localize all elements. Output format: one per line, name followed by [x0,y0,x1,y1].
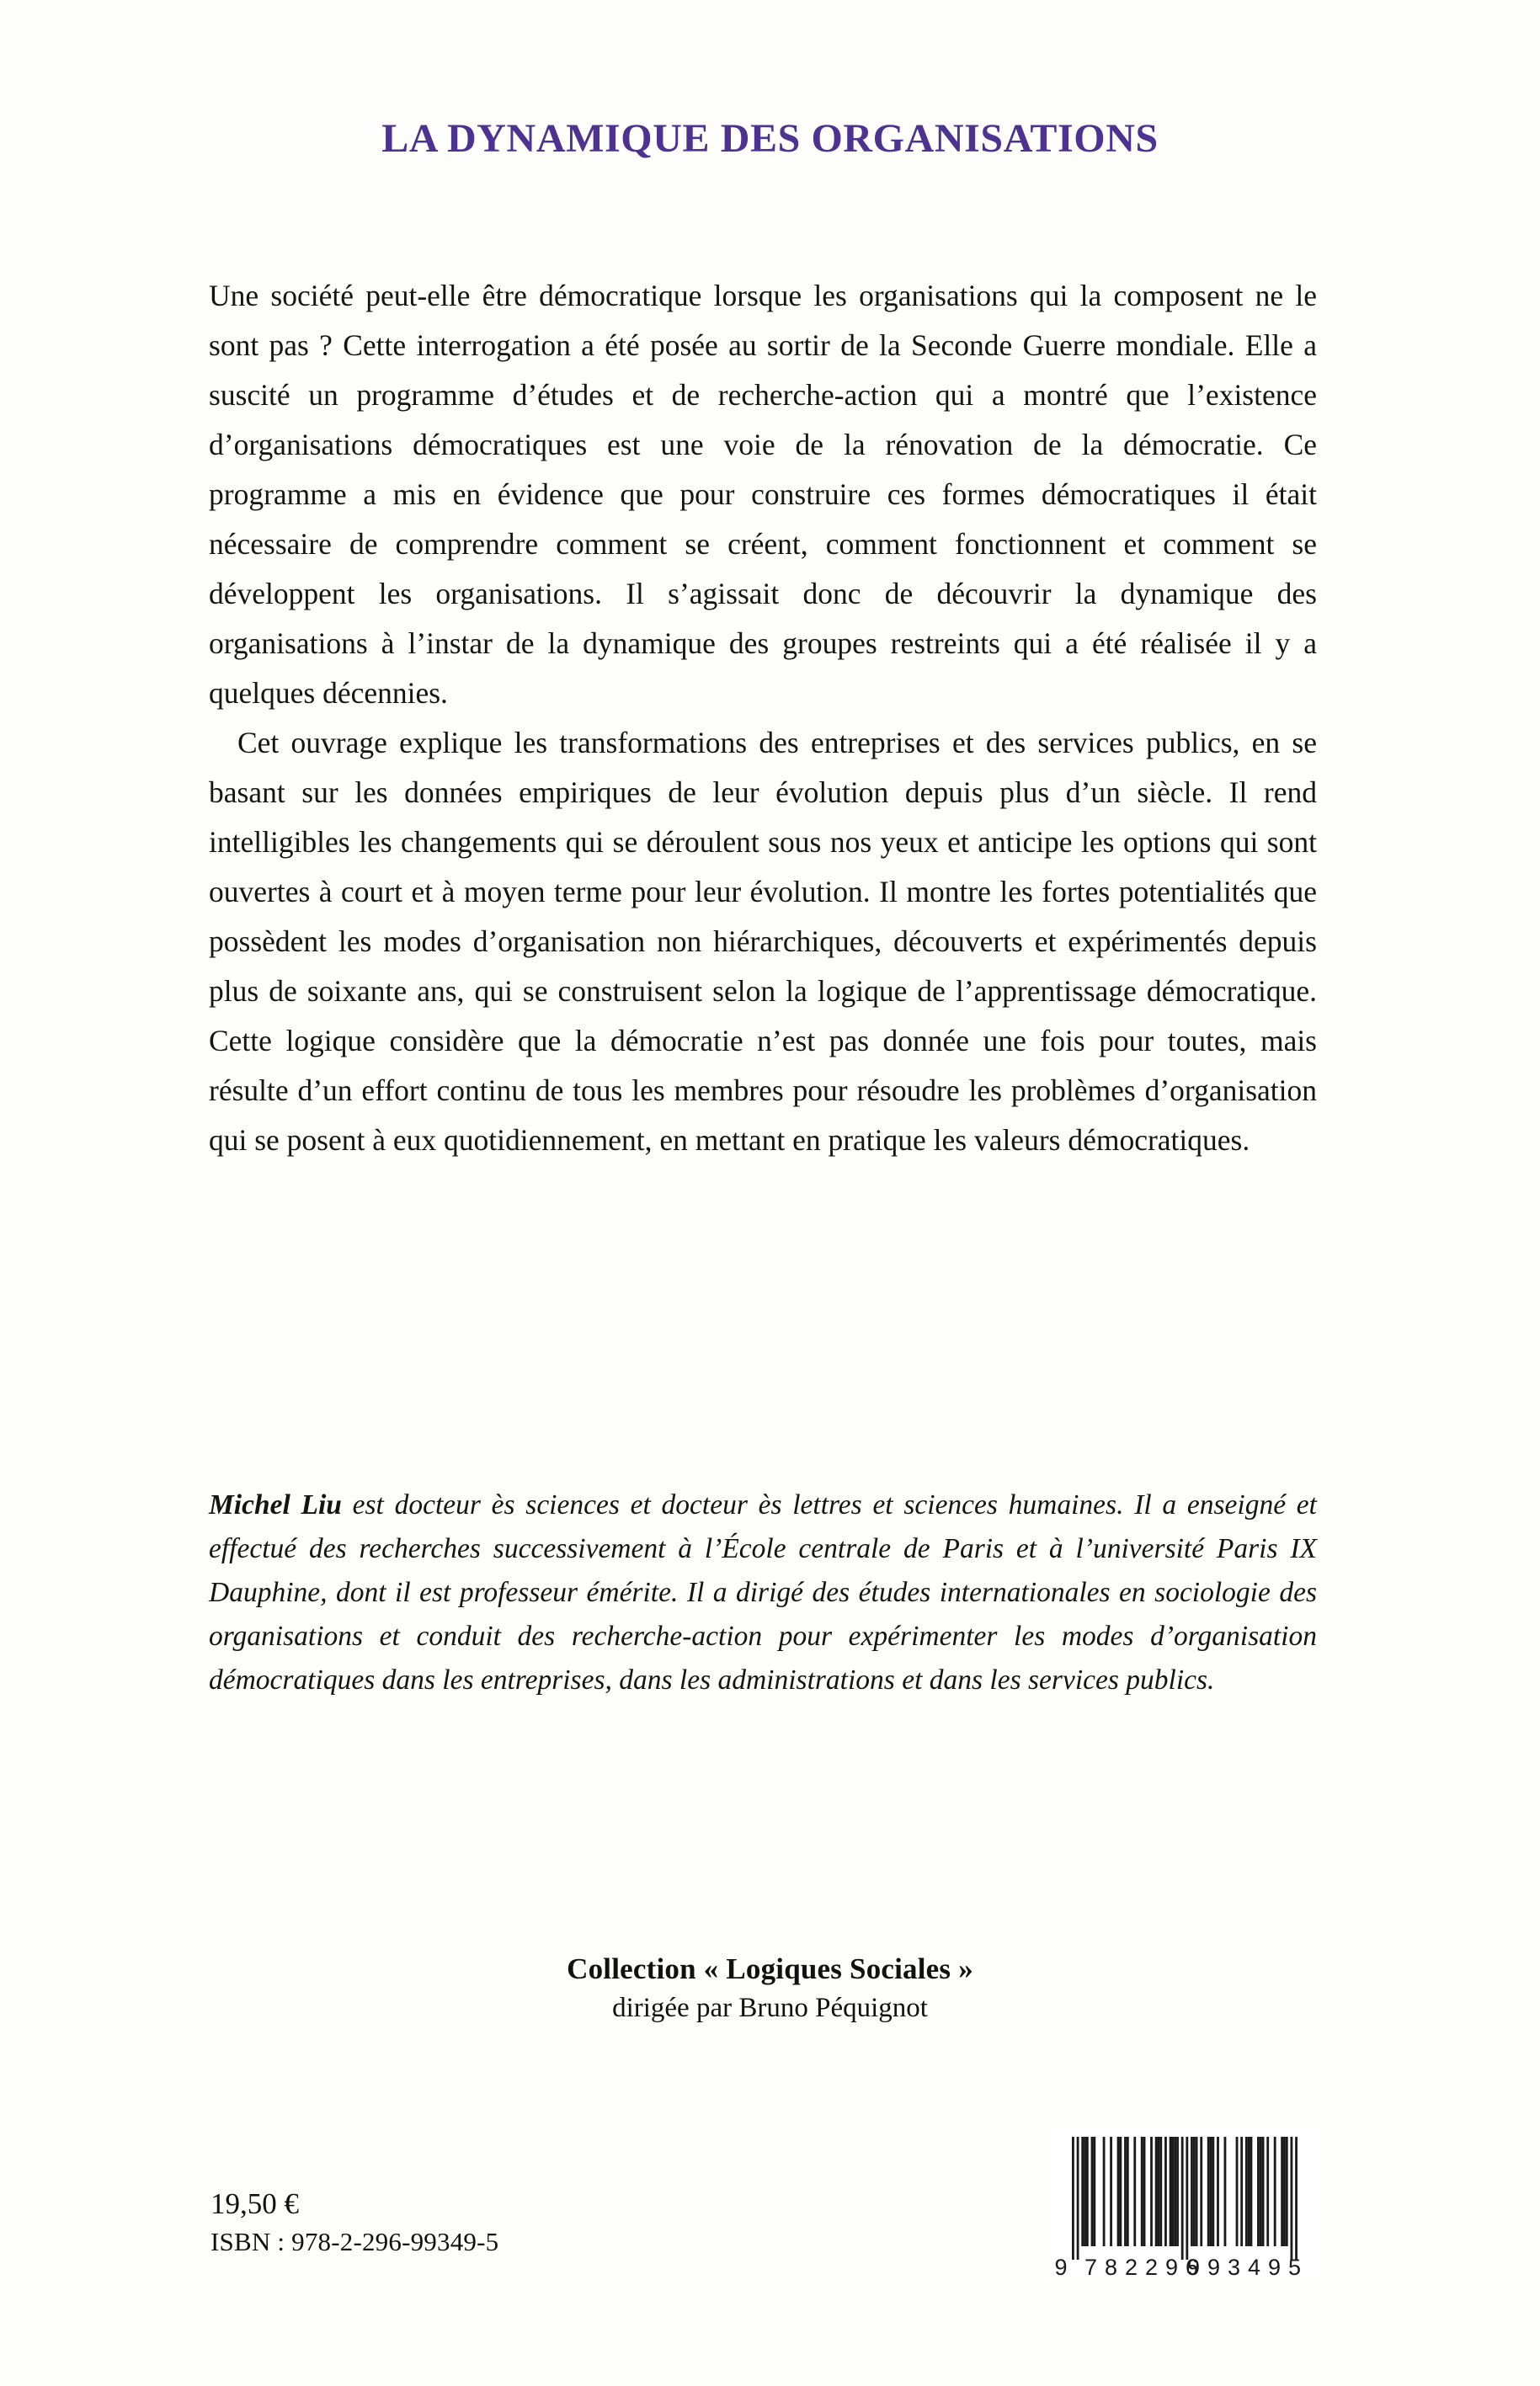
page-title: LA DYNAMIQUE DES ORGANISATIONS [381,116,1159,161]
svg-text:993495: 993495 [1186,2255,1309,2280]
svg-text:9: 9 [1054,2255,1068,2280]
author-bio-paragraph [209,1483,1317,1702]
price-isbn-block [210,2186,498,2258]
author-bio-text: est docteur ès sciences et docteur ès lettres et sciences humaines. Il a enseigné et effectué des recherches successivement à l’École centrale de Paris et à l’université Paris IX Dauphine, dont il est professeur émérite. Il a dirigé des études internationales en sociologie des organisations et conduit des recherche-action pour expérimenter les modes d’organisation démocratiques dans les entreprises, dans les administrations et dans les services publics. [209,1489,1317,1696]
author-name: Michel Liu [209,1489,342,1521]
blurb-text [209,271,1317,1165]
isbn-label: ISBN : 978-2-296-99349-5 [210,2226,499,2256]
barcode [1046,2125,1324,2282]
blurb-paragraph-2: Cet ouvrage explique les transformations des entreprises et des services publics, en se basant sur les données empiriques de leur évolution depuis plus d’un siècle. Il rend intelligibles les changements qui se déroulent sous nos yeux et anticipe les options qui sont ouvertes à court et à moyen terme pour leur évolution. Il montre les fortes potentialités que possèdent les modes d’organisation non hiérarchiques, découverts et expérimentés depuis plus de soixante ans, qui se construisent selon la logique de l’apprentissage démocratique. Cette logique considère que la démocratie n’est pas donnée une fois pour toutes, mais résulte d’un effort continu de tous les membres pour résoudre les problèmes d’organisation qui se posent à eux quotidiennement, en mettant en pratique les valeurs démocratiques. [209,726,1317,1157]
svg-text:782296: 782296 [1084,2255,1207,2280]
collection-editor: dirigée par Bruno Péquignot [612,1993,928,2023]
author-biography [209,1483,1317,1702]
collection-block [0,1952,1540,2027]
ean13-barcode-icon [1046,2125,1324,2282]
price-label: 19,50 € [210,2187,299,2220]
collection-title: Collection « Logiques Sociales » [567,1952,973,1985]
blurb-paragraph-1: Une société peut-elle être démocratique lorsque les organisations qui la composent ne le sont pas ? Cette interrogation a été posée au sortir de la Seconde Guerre mondiale. Elle a suscité un programme d’études et de recherche-action qui a montré que l’existence d’organisations démocratiques est une voie de la rénovation de la démocratie. Ce programme a mis en évidence que pour construire ces formes démocratiques il était nécessaire de comprendre comment se créent, comment fonctionnent et comment se développent les organisations. Il s’agissait donc de découvrir la dynamique des organisations à l’instar de la dynamique des groupes restreints qui a été réalisée il y a quelques décennies. [209,279,1317,710]
